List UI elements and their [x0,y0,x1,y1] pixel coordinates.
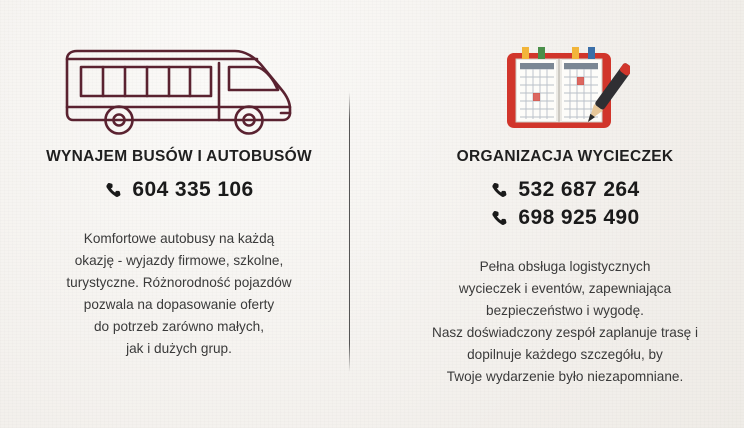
description-line: pozwala na dopasowanie oferty [83,297,275,313]
bus-icon-container [0,34,358,144]
description-line: jak i dużych grup. [126,341,232,357]
description-line: Pełna obsługa logistycznych [479,259,651,274]
column-heading: ORGANIZACJA WYCIECZEK [456,148,674,165]
phone-number: 532 687 264 [518,178,640,201]
vertical-divider [349,92,350,372]
description-line: okazję - wyjazdy firmowe, szkolne, [74,253,284,269]
description-line: do potrzeb zarówno małych, [93,319,264,335]
phone-link[interactable] [490,206,639,230]
phone-icon [490,209,509,228]
phone-list [0,178,358,202]
description-line: Komfortowe autobusy na każdą [83,231,275,246]
phone-number: 604 335 106 [132,178,254,201]
phone-link[interactable] [490,178,639,202]
column-description [386,256,744,388]
description-line: Nasz doświadczony zespół zaplanuje trasę i [432,325,698,341]
offer-column-trip-organization [372,0,744,388]
offer-column-bus-rental [0,0,372,360]
phone-icon [490,181,509,200]
notebook-pen-icon-container [386,34,744,144]
phone-number: 698 925 490 [518,206,640,229]
column-description [0,228,358,360]
description-line: dopilnuje każdego szczegółu, by [467,347,663,363]
phone-icon [104,181,123,200]
phone-link[interactable] [104,178,253,202]
description-line: turystyczne. Różnorodność pojazdów [66,275,292,291]
bus-icon [59,41,299,137]
notebook-pen-icon [500,39,630,139]
description-line: bezpieczeństwo i wygodę. [486,303,644,319]
description-line: wycieczek i eventów, zapewniająca [458,281,672,297]
column-heading: WYNAJEM BUSÓW I AUTOBUSÓW [46,148,312,165]
phone-list [386,178,744,230]
description-line: Twoje wydarzenie było niezapomniane. [446,369,684,385]
